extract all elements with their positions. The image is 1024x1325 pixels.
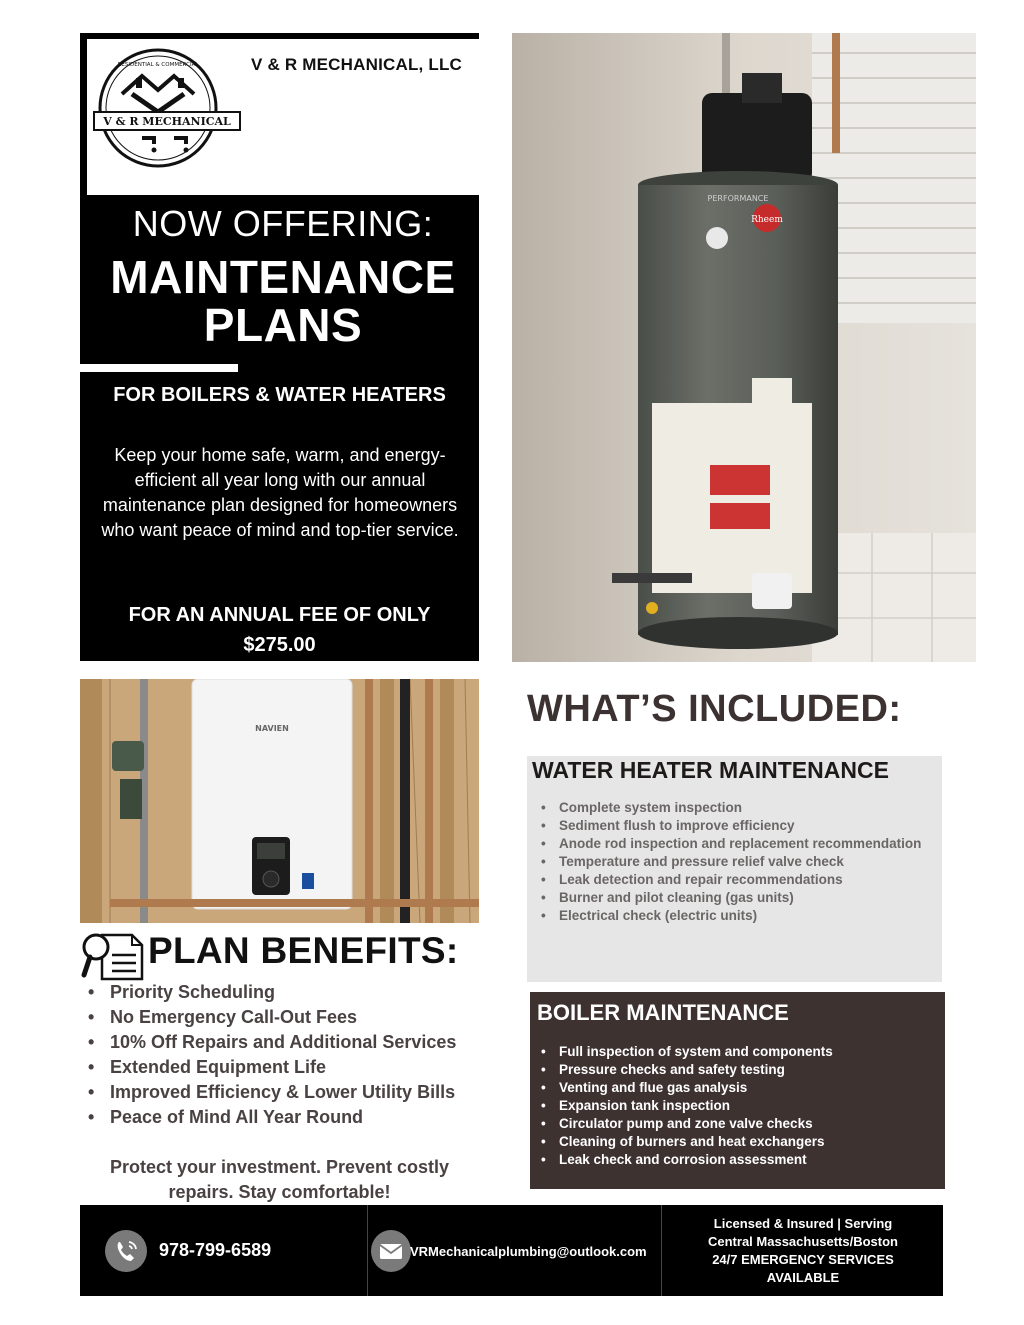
licensed-line-1: Licensed & Insured | Serving bbox=[713, 1216, 893, 1231]
list-item: • Leak detection and repair recommendations bbox=[559, 871, 929, 889]
list-item: • Peace of Mind All Year Round bbox=[110, 1105, 456, 1130]
phone-icon bbox=[105, 1230, 147, 1272]
list-item: • Circulator pump and zone valve checks bbox=[559, 1115, 929, 1133]
list-item: • Leak check and corrosion assessment bbox=[559, 1151, 929, 1169]
licensed-line-3: 24/7 EMERGENCY SERVICES bbox=[712, 1252, 894, 1267]
footer-divider bbox=[367, 1205, 368, 1296]
boiler-photo bbox=[80, 679, 479, 923]
logo-arc-text: RESIDENTIAL & COMMERCIAL bbox=[117, 62, 199, 68]
title-line-1: MAINTENANCE bbox=[110, 251, 456, 303]
hero-description: Keep your home safe, warm, and energy-efficient all year long with our annual maintenance plan designed for homeowners who want peace of mind and top-tier service. bbox=[101, 445, 459, 540]
tagline-line-1: Protect your investment. Prevent costly bbox=[109, 1157, 450, 1177]
list-item: • Improved Efficiency & Lower Utility Bills bbox=[110, 1080, 456, 1105]
boiler-maintenance-title: BOILER MAINTENANCE bbox=[537, 1000, 789, 1025]
email-address[interactable]: VRMechanicalplumbing@outlook.com bbox=[410, 1244, 647, 1259]
document-search-icon bbox=[80, 929, 146, 981]
mail-icon bbox=[371, 1230, 411, 1272]
tagline-line-2: repairs. Stay comfortable! bbox=[168, 1182, 391, 1202]
fee-label: FOR AN ANNUAL FEE OF ONLY bbox=[128, 604, 431, 626]
water-heater-photo bbox=[512, 33, 976, 662]
hero-subtitle: FOR BOILERS & WATER HEATERS bbox=[113, 384, 446, 406]
annual-fee bbox=[80, 600, 479, 660]
list-item: • Temperature and pressure relief valve check bbox=[559, 853, 929, 871]
list-item: • Pressure checks and safety testing bbox=[559, 1061, 929, 1079]
water-heater-maintenance-list bbox=[559, 799, 929, 925]
list-item: • Venting and flue gas analysis bbox=[559, 1079, 929, 1097]
licensed-line-4: AVAILABLE bbox=[766, 1270, 840, 1285]
now-offering-heading: NOW OFFERING: bbox=[132, 203, 434, 244]
list-item: • Full inspection of system and components bbox=[559, 1043, 929, 1061]
list-item: • Extended Equipment Life bbox=[110, 1055, 456, 1080]
list-item: • No Emergency Call-Out Fees bbox=[110, 1005, 456, 1030]
boiler-maintenance-list bbox=[559, 1043, 929, 1169]
licensed-line-2: Central Massachusetts/Boston bbox=[708, 1234, 898, 1249]
whats-included-heading: WHAT’S INCLUDED: bbox=[527, 688, 902, 730]
company-logo bbox=[92, 46, 242, 170]
list-item: • Cleaning of burners and heat exchangers bbox=[559, 1133, 929, 1151]
list-item: • Sediment flush to improve efficiency bbox=[559, 817, 929, 835]
list-item: • Complete system inspection bbox=[559, 799, 929, 817]
plan-benefits-list bbox=[110, 980, 456, 1130]
list-item: • Electrical check (electric units) bbox=[559, 907, 929, 925]
list-item: • 10% Off Repairs and Additional Services bbox=[110, 1030, 456, 1055]
logo-text: V & R MECHANICAL bbox=[103, 115, 231, 128]
company-name: V & R MECHANICAL, LLC bbox=[251, 55, 463, 74]
list-item: • Anode rod inspection and replacement recommendation bbox=[559, 835, 929, 853]
maintenance-plans-title bbox=[80, 253, 486, 349]
phone-number[interactable]: 978-799-6589 bbox=[159, 1240, 272, 1260]
water-heater-maintenance-title: WATER HEATER MAINTENANCE bbox=[532, 757, 889, 783]
list-item: • Burner and pilot cleaning (gas units) bbox=[559, 889, 929, 907]
plan-benefits-title: PLAN BENEFITS: bbox=[148, 930, 459, 971]
protect-tagline bbox=[80, 1155, 479, 1205]
navien-label: NAVIEN bbox=[255, 724, 289, 733]
performance-label: PERFORMANCE bbox=[707, 194, 769, 203]
divider bbox=[80, 364, 238, 372]
rheem-logo-text: Rheem bbox=[751, 215, 783, 225]
fee-price: $275.00 bbox=[243, 634, 316, 656]
list-item: • Expansion tank inspection bbox=[559, 1097, 929, 1115]
list-item: • Priority Scheduling bbox=[110, 980, 456, 1005]
licensed-info bbox=[662, 1215, 944, 1287]
title-line-2: PLANS bbox=[203, 299, 363, 351]
